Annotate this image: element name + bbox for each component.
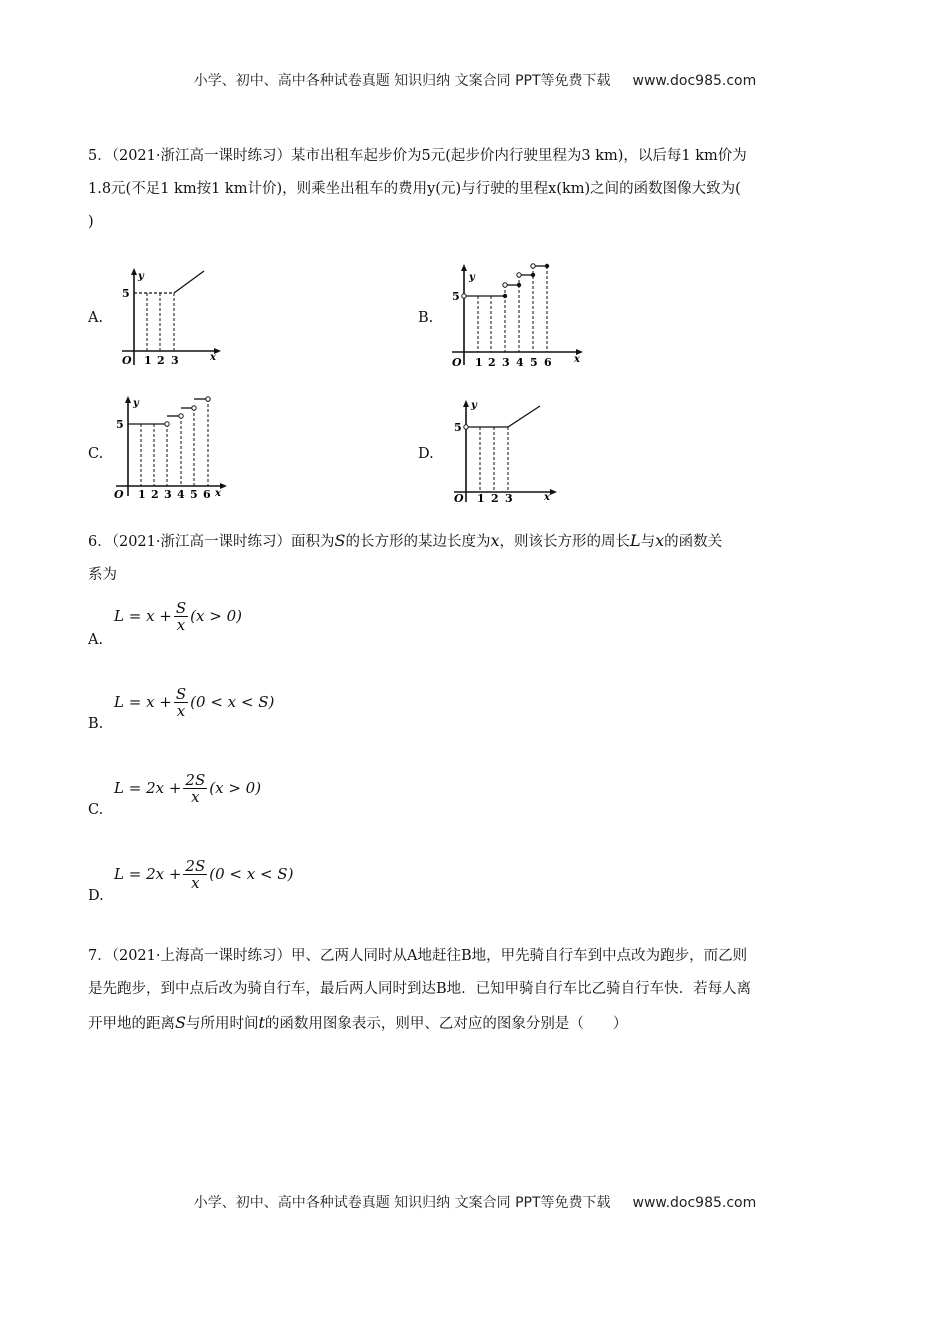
q6-var-x: x (490, 531, 500, 550)
q5-graph-c (110, 392, 230, 504)
q6-var-S: S (334, 531, 346, 550)
q5-line1: 5．（2021·浙江高一课时练习）某市出租车起步价为5元(起步价内行驶里程为3 km)，以后每1 km价为 (88, 148, 747, 164)
q5c-x-tick-3: 3 (164, 488, 172, 501)
question-6 (88, 524, 868, 592)
q5b-x-tick-2: 2 (488, 356, 496, 369)
q5d-x-axis-label: x (544, 492, 550, 503)
q5c-origin: O (114, 488, 124, 501)
q5a-x-axis-label: x (210, 352, 216, 363)
q6-line1: 6．（2021·浙江高一课时练习）面积为S的长方形的某边长度为x，则该长方形的周长L与x的函数关 (88, 531, 723, 550)
q5d-y-axis-label: y (471, 400, 477, 411)
footer-site-link[interactable]: www.doc985.com (632, 1195, 757, 1211)
q5-graph-d (450, 396, 560, 508)
q5b-x-axis-label: x (574, 354, 580, 365)
q6-option-b-label: B. (88, 716, 104, 732)
q5a-x-tick-3: 3 (171, 354, 179, 367)
q7-var-t: t (258, 1013, 265, 1032)
q5d-x-tick-2: 2 (491, 492, 499, 505)
fraction: $\frac{S}{x}$ (175, 685, 187, 720)
q5c-x-tick-2: 2 (151, 488, 159, 501)
q7-line2: 是先跑步，到中点后改为骑自行车，最后两人同时到达B地．已知甲骑自行车比乙骑自行车快．若每人离 (88, 981, 752, 997)
footer-text: 小学、初中、高中各种试卷真题 知识归纳 文案合同 PPT等免费下载 (193, 1195, 611, 1211)
q5b-x-tick-3: 3 (502, 356, 510, 369)
q5c-x-axis-label: x (215, 488, 221, 499)
q7-line1: 7．（2021·上海高一课时练习）甲、乙两人同时从A地赶往B地，甲先骑自行车到中点改为跑步，而乙则 (88, 948, 748, 964)
q5b-x-tick-5: 5 (530, 356, 538, 369)
q5b-x-tick-4: 4 (516, 356, 524, 369)
q6-option-a-formula: L = x + $\frac{S}{x}$ (x > 0) (114, 599, 242, 634)
header-text: 小学、初中、高中各种试卷真题 知识归纳 文案合同 PPT等免费下载 (193, 73, 611, 89)
q6-option-c-formula: L = 2x + $\frac{2S}{x}$ (x > 0) (114, 771, 262, 806)
q6-option-d-formula: L = 2x + $\frac{2S}{x}$ (0 < x < S) (114, 857, 294, 892)
q7-var-S: S (175, 1013, 186, 1032)
q6-option-c-label: C. (88, 802, 104, 818)
q6-var-L: L (630, 531, 641, 550)
q5-graph-b (444, 260, 586, 375)
q5-option-a-label: A. (88, 310, 104, 326)
q5b-y-axis-label: y (469, 272, 475, 283)
q5c-y-axis-label: y (133, 398, 139, 409)
q5b-x-tick-6: 6 (544, 356, 552, 369)
q5b-x-tick-1: 1 (475, 356, 483, 369)
q5b-y-tick-5: 5 (452, 290, 460, 303)
q5c-x-tick-4: 4 (177, 488, 185, 501)
q5b-origin: O (452, 356, 462, 369)
q5-line3: ) (88, 214, 94, 230)
q7-line3: 开甲地的距离S与所用时间t的函数用图象表示，则甲、乙对应的图象分别是（ ） (88, 1013, 628, 1032)
q5-line2: 1.8元(不足1 km按1 km计价)，则乘坐出租车的费用y(元)与行驶的里程x(km)之间的函数图像大致为( (88, 181, 741, 197)
page-header (0, 70, 950, 90)
q5-option-b-label: B. (418, 310, 434, 326)
q5d-y-tick-5: 5 (454, 421, 462, 434)
q5c-x-tick-1: 1 (138, 488, 146, 501)
fraction: $\frac{2S}{x}$ (185, 857, 206, 892)
q6-option-d-label: D. (88, 888, 104, 904)
q6-option-b-formula: L = x + $\frac{S}{x}$ (0 < x < S) (114, 685, 275, 720)
question-5 (88, 140, 868, 239)
q5-option-c-label: C. (88, 446, 104, 462)
fraction: $\frac{S}{x}$ (175, 599, 187, 634)
q5-option-d-label: D. (418, 446, 434, 462)
q5-graph-a (112, 265, 222, 375)
q5a-x-tick-1: 1 (144, 354, 152, 367)
q5d-x-tick-3: 3 (505, 492, 513, 505)
q5a-origin: O (122, 354, 132, 367)
q5a-y-tick-5: 5 (122, 287, 130, 300)
q5a-y-axis-label: y (138, 271, 144, 282)
q5a-x-tick-2: 2 (157, 354, 165, 367)
header-site-link[interactable]: www.doc985.com (632, 73, 757, 89)
q6-var-x2: x (655, 531, 665, 550)
q5c-x-tick-6: 6 (203, 488, 211, 501)
q5c-y-tick-5: 5 (116, 418, 124, 431)
q6-line2: 系为 (88, 567, 117, 583)
question-7 (88, 940, 868, 1041)
q5c-x-tick-5: 5 (190, 488, 198, 501)
q6-option-a-label: A. (88, 632, 104, 648)
page-footer (0, 1192, 950, 1212)
q5d-origin: O (454, 492, 464, 505)
fraction: $\frac{2S}{x}$ (185, 771, 206, 806)
q5d-x-tick-1: 1 (477, 492, 485, 505)
